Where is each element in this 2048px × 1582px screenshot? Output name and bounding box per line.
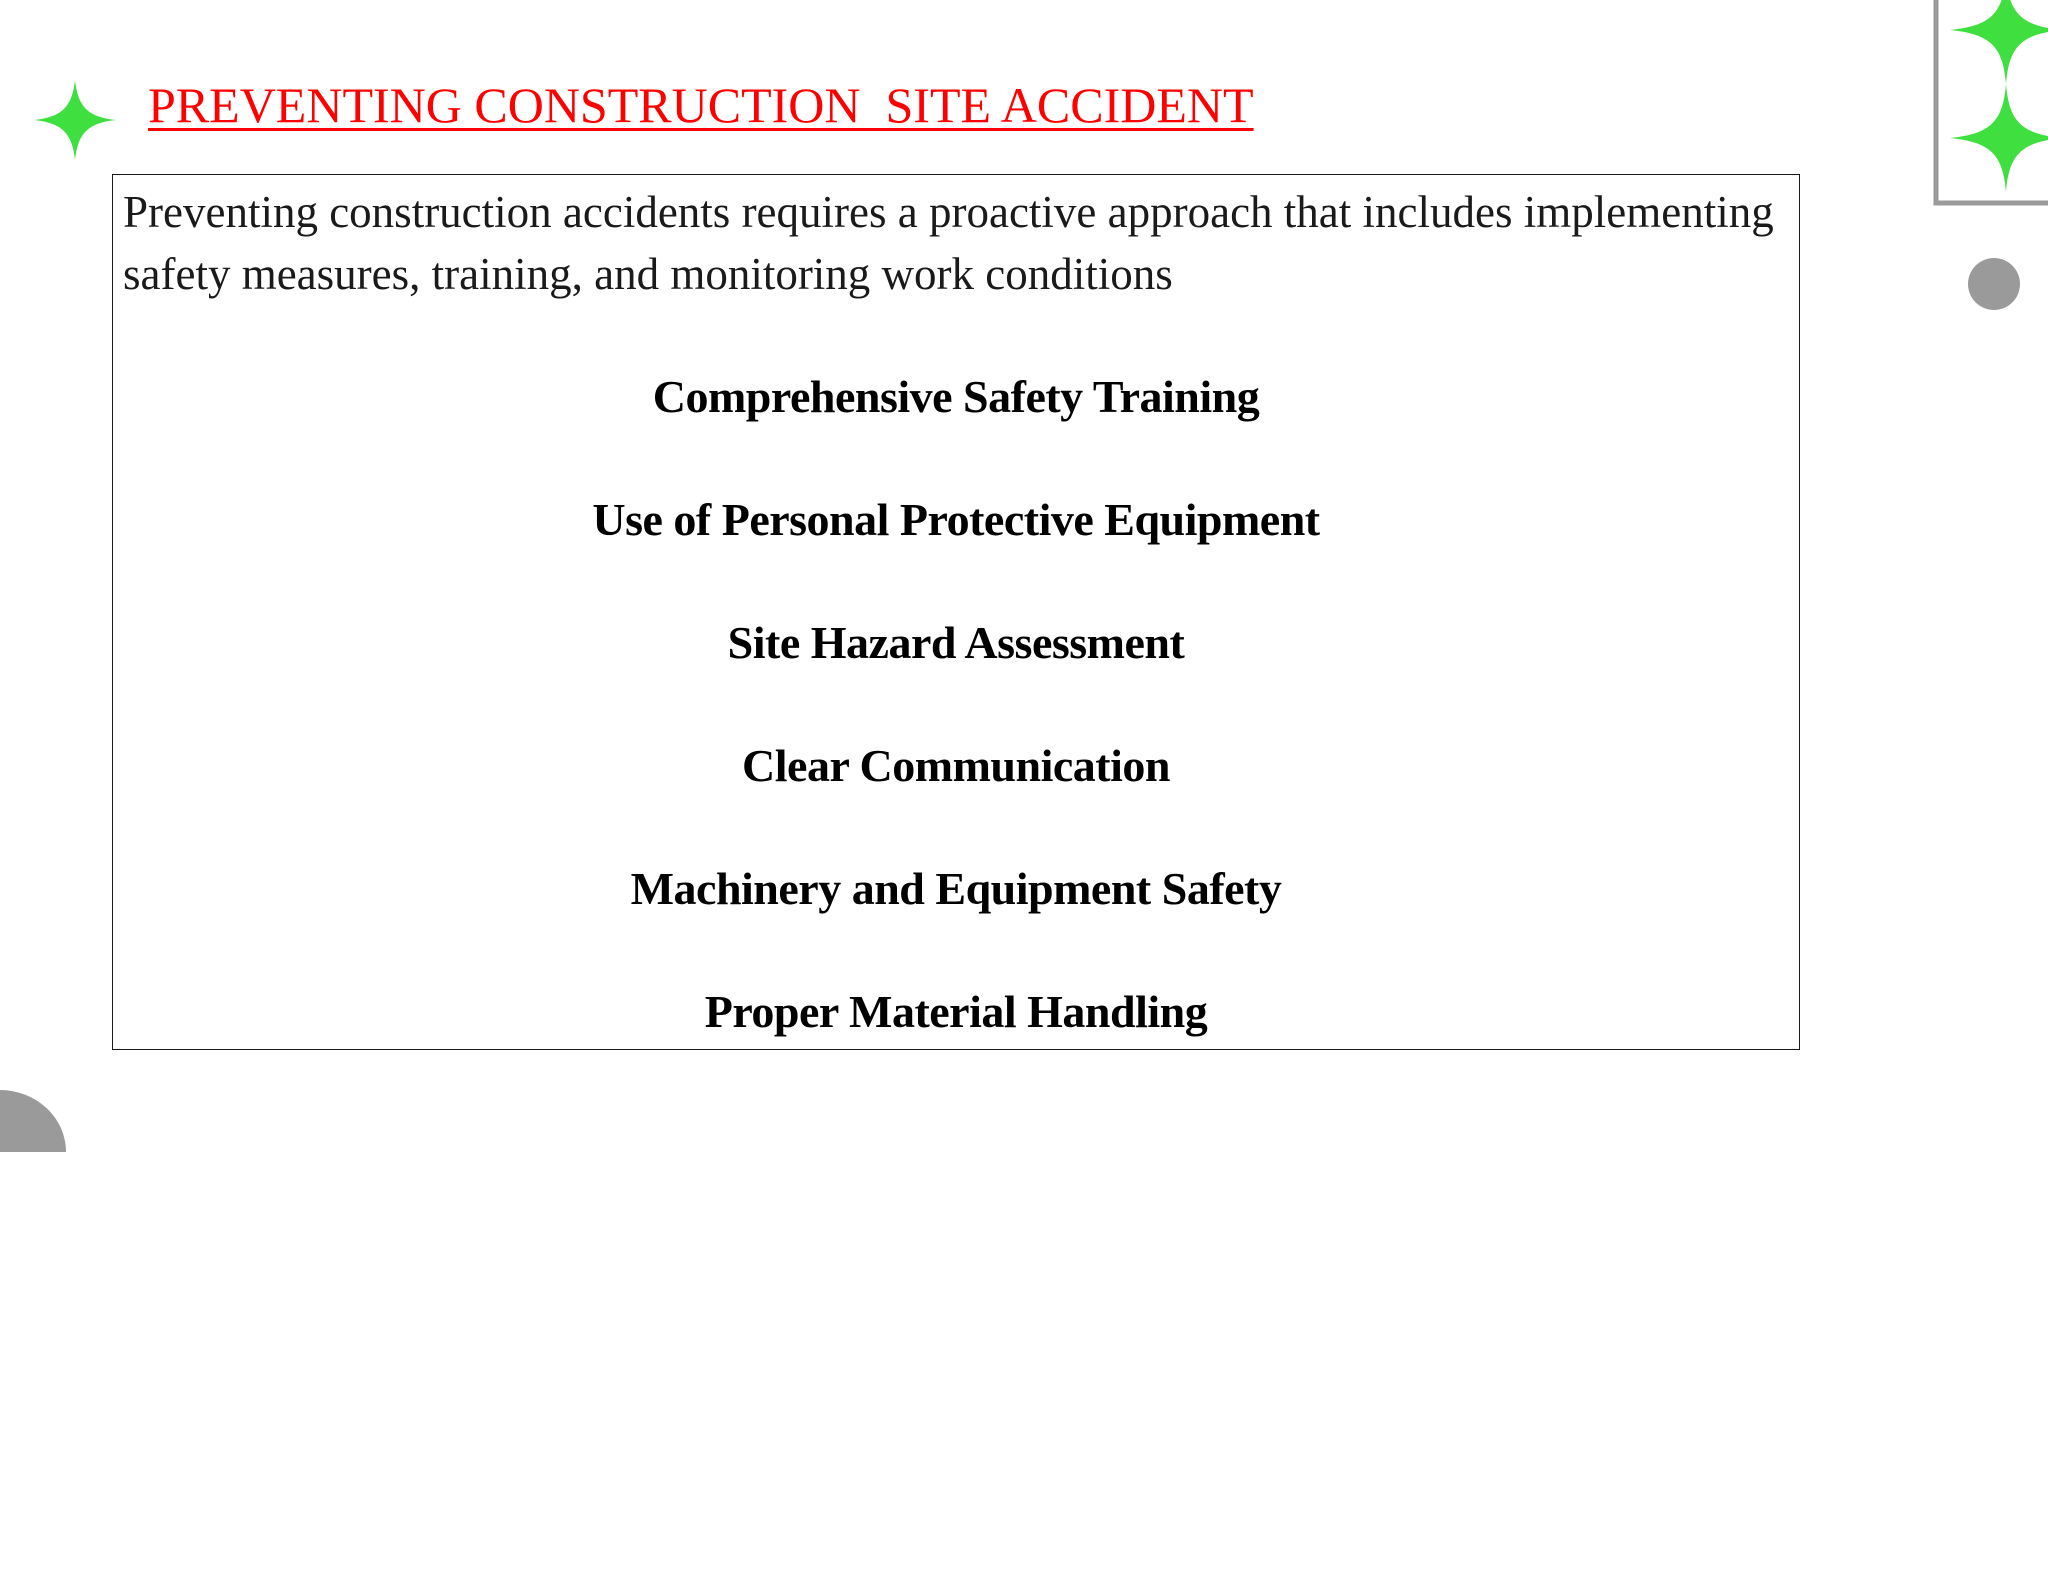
circle-icon — [1968, 258, 2020, 310]
point-communication: Clear Communication — [742, 740, 1170, 791]
point-ppe: Use of Personal Protective Equipment — [592, 494, 1320, 545]
four-point-star-pair-icon — [1930, 0, 2048, 208]
point-material-handling: Proper Material Handling — [704, 986, 1208, 1037]
slide-title: PREVENTING CONSTRUCTION SITE ACCIDENT — [148, 77, 1254, 133]
intro-paragraph: Preventing construction accidents requires a proactive approach that includes implementing safety measures, training, and monitoring work conditions — [123, 187, 1774, 299]
four-point-star-icon — [34, 80, 116, 160]
point-hazard-assessment: Site Hazard Assessment — [727, 617, 1185, 668]
content-box — [112, 174, 1800, 1050]
point-machinery-safety: Machinery and Equipment Safety — [630, 863, 1282, 914]
half-circle-icon — [0, 1090, 68, 1152]
point-safety-training: Comprehensive Safety Training — [652, 371, 1260, 422]
